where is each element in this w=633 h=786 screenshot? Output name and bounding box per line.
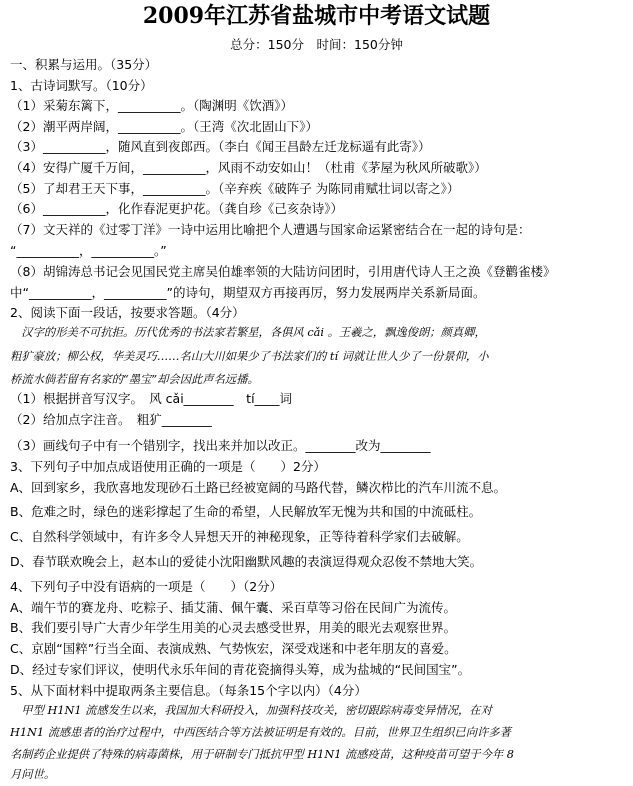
- section-heading: 一、积累与运用。（35分）: [10, 57, 158, 72]
- question-4-heading: 4、下列句子中没有语病的一项是（ ）（2分）: [10, 579, 283, 594]
- question-2-passage-line: 汉字的形美不可抗拒。历代优秀的书法家若繁星，各俱风 cǎi 。王羲之，飘逸俊朗；颜真卿，: [10, 326, 486, 339]
- question-2-subquestion: （1）根据拼音写汉字。 风 cǎi________ tí____词: [10, 391, 293, 406]
- question-3-option: C、自然科学领域中，有许多令人异想天开的神秘现象，正等待着科学家们去破解。: [10, 529, 469, 544]
- question-5-passage-line: 名制药企业提供了特殊的病毒菌株，用于研制专门抵抗甲型 H1N1 流感疫苗，这种疫苗可望于今年 8: [10, 748, 514, 761]
- question-4-option: D、经过专家们评议，使明代永乐年间的青花瓷摘得头筹，成为盐城的“民间国宝”。: [10, 662, 471, 677]
- question-1-item: （7）文天祥的《过零丁洋》一诗中运用比喻把个人遭遇与国家命运紧密结合在一起的诗句是：: [10, 222, 531, 237]
- exam-title: 2009年江苏省盐城市中考语文试题: [142, 3, 491, 29]
- question-3-heading: 3、下列句子中加点成语使用正确的一项是（ ）2分）: [10, 459, 326, 474]
- question-3-option: A、回到家乡，我欣喜地发现砂石土路已经被宽阔的马路代替，鳞次栉比的汽车川流不息。: [10, 480, 507, 495]
- question-1-item: “__________，__________。”: [10, 243, 167, 258]
- question-1-item: （5）了却君王天下事，__________。（辛弃疾《破阵子 为陈同甫赋壮词以寄之》）: [10, 181, 460, 196]
- question-1-item: （3）__________，随风直到夜郎西。（李白《闻王昌龄左迁龙标遥有此寄》）: [10, 139, 431, 154]
- question-1-item: （2）潮平两岸阔，__________。（王湾《次北固山下》）: [10, 119, 318, 134]
- question-2-heading: 2、阅读下面一段话，按要求答题。（4分）: [10, 305, 245, 320]
- question-2-passage-line: 桥流水倘若留有名家的“墨宝”却会因此声名远播。: [10, 373, 259, 386]
- question-1-item: （4）安得广厦千万间，__________，风雨不动安如山！（杜甫《茅屋为秋风所破歌》）: [10, 160, 487, 175]
- question-5-passage-line: 月问世。: [10, 768, 56, 781]
- question-1-heading: 1、古诗词默写。（10分）: [10, 78, 153, 93]
- question-4-option: A、端午节的赛龙舟、吃粽子、插艾蒲、佩午囊、采百草等习俗在民间广为流传。: [10, 600, 457, 615]
- question-2-subquestion: （2）给加点字注音。 粗犷________: [10, 412, 212, 427]
- question-4-option: C、京剧“国粹”行当全面、表演成熟、气势恢宏，深受戏迷和中老年朋友的喜爱。: [10, 641, 457, 656]
- question-1-item: （8）胡锦涛总书记会见国民党主席吴伯雄率领的大陆访问团时，引用唐代诗人王之涣《登鹳雀楼》: [10, 264, 556, 279]
- question-1-item: 中“__________，__________”的诗句，期望双方再接再厉，努力发展两岸关系新局面。: [10, 285, 486, 300]
- question-5-heading: 5、从下面材料中提取两条主要信息。（每条15个字以内）（4分）: [10, 683, 367, 698]
- question-3-option: B、危难之时，绿色的迷彩撑起了生命的希望，人民解放军无愧为共和国的中流砥柱。: [10, 504, 482, 519]
- question-2-passage-line: 粗犷豪放；柳公权，华美灵巧……名山大川如果少了书法家们的 tí 词就让世人少了一份景仰，小: [10, 350, 489, 363]
- question-5-passage-line: H1N1 流感患者的治疗过程中，中西医结合等方法被证明是有效的。目前，世界卫生组织已向许多著: [10, 726, 511, 739]
- question-5-passage-line: 甲型 H1N1 流感发生以来，我国加大科研投入，加强科技攻关，密切跟踪病毒变异情况，在对: [10, 704, 492, 717]
- score-time-line: 总分：150分 时间：150分钟: [230, 37, 403, 52]
- question-4-option: B、我们要引导广大青少年学生用美的心灵去感受世界，用美的眼光去观察世界。: [10, 620, 457, 635]
- question-1-item: （1）采菊东篱下，__________。（陶渊明《饮酒》）: [10, 98, 293, 113]
- question-3-option: D、春节联欢晚会上，赵本山的爱徒小沈阳幽默风趣的表演逗得观众忍俊不禁地大笑。: [10, 554, 483, 569]
- question-1-item: （6）__________，化作春泥更护花。（龚自珍《己亥杂诗》）: [10, 201, 343, 216]
- question-2-subquestion: （3）画线句子中有一个错别字，找出来并加以改正。________改为________: [10, 438, 431, 453]
